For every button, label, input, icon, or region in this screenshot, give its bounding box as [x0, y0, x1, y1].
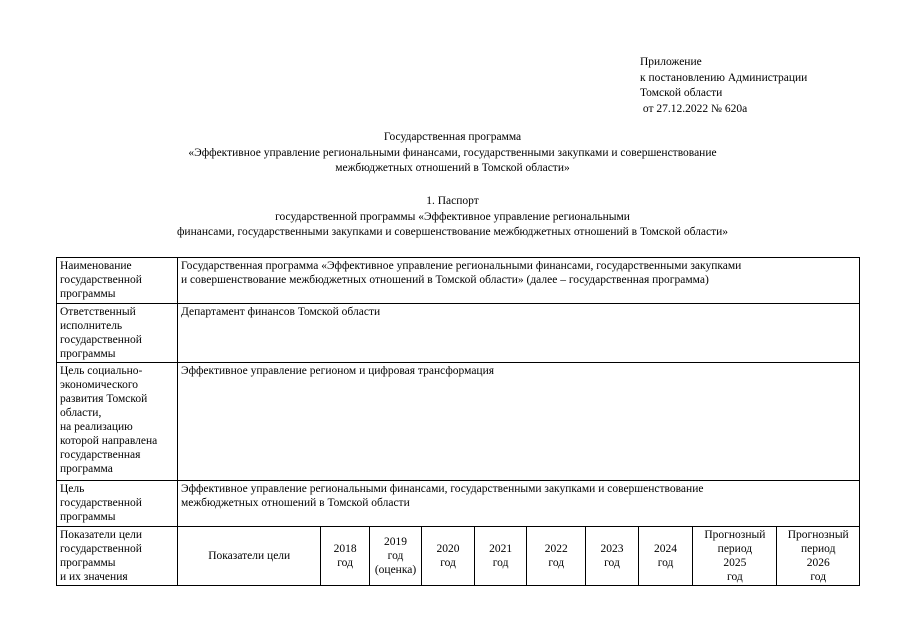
indicator-header-2020: 2020 год [422, 527, 475, 585]
indicator-header-2026: Прогнозный период 2026 год [777, 527, 859, 585]
program-title-line: межбюджетных отношений в Томской области» [335, 162, 570, 174]
indicator-header-goal: Показатели цели [208, 550, 291, 562]
appendix-line: к постановлению Администрации [640, 71, 808, 84]
table-row [57, 304, 860, 363]
row-value: Эффективное управление региональными финансами, государственными закупками и совершенствование межбюджетных отношений в Томской области [178, 481, 860, 527]
passport-title-line: государственной программы «Эффективное управление региональными [275, 210, 630, 223]
program-title [0, 130, 905, 177]
table-row [57, 527, 860, 586]
passport-title-line: 1. Паспорт [426, 195, 479, 207]
passport-title-line: финансами, государственными закупками и совершенствование межбюджетных отношений в Томской области» [176, 226, 729, 238]
appendix-line: от 27.12.2022 № 620а [640, 102, 748, 115]
indicator-header-2021: 2021 год [474, 527, 527, 585]
indicator-header-2019: 2019 год (оценка) [369, 527, 422, 585]
row-value: Департамент финансов Томской области [178, 304, 860, 363]
table-row [57, 258, 860, 304]
passport-table [56, 257, 860, 586]
appendix-line: Томской области [640, 87, 723, 99]
row-label: Показатели цели государственной программы и их значения [57, 527, 178, 586]
table-row [57, 481, 860, 527]
appendix-line: Приложение [640, 56, 702, 68]
indicator-header-2024: 2024 год [638, 527, 693, 585]
row-value: Государственная программа «Эффективное управление региональными финансами, государственными закупками и совершенствование межбюджетных отношений в Томской области» (далее – государственная программа) [178, 258, 860, 304]
indicators-cell [178, 527, 860, 586]
row-value: Эффективное управление регионом и цифровая трансформация [178, 363, 860, 481]
indicator-header-2025: Прогнозный период 2025 год [693, 527, 777, 585]
indicator-header-2022: 2022 год [527, 527, 586, 585]
table-row [57, 363, 860, 481]
passport-title [0, 194, 905, 241]
indicator-header-2023: 2023 год [586, 527, 639, 585]
row-label: Ответственный исполнитель государственной программы [57, 304, 178, 363]
indicators-header-table [178, 527, 859, 585]
indicator-header-2018: 2018 год [321, 527, 369, 585]
row-label: Цель государственной программы [57, 481, 178, 527]
row-label: Наименование государственной программы [57, 258, 178, 304]
row-label: Цель социально- экономического развития Томской области, на реализацию которой направлена государственная программа [57, 363, 178, 481]
appendix-block [640, 55, 880, 117]
program-title-line: Государственная программа [383, 131, 522, 143]
program-title-line: «Эффективное управление региональными финансами, государственными закупками и совершенствование [188, 146, 717, 159]
